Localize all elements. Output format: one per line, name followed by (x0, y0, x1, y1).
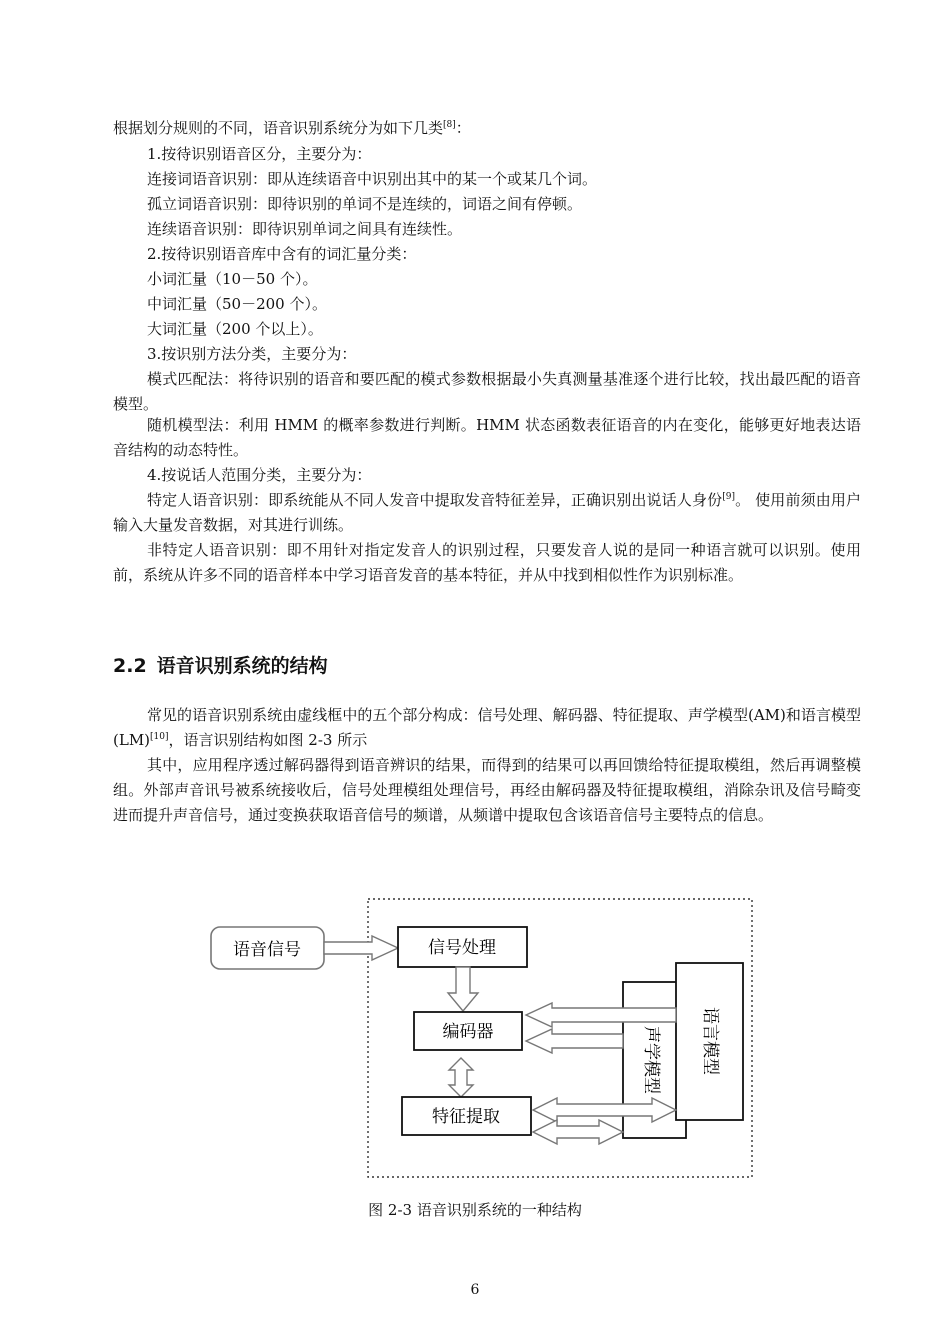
signal-processing-label: 信号处理 (428, 938, 496, 958)
structure-paragraph-2: 其中，应用程序透过解码器得到语音辨识的结果，而得到的结果可以再回馈给特征提取模组，然后再调整模组。外部声音讯号被系统接收后，信号处理模组处理信号，再经由解码器及特征提取模组，消除杂讯及信号畸变进而提升声音信号，通过变换获取语音信号的频谱，从频谱中提取包含该语音信号主要特点的信息。 (113, 756, 861, 824)
category-1-item: 连接词语音识别：即从连续语音中识别出其中的某一个或某几个词。 (147, 170, 598, 188)
category-1-item: 连续语音识别：即待识别单词之间具有连续性。 (147, 220, 463, 238)
bidirectional-arrow (449, 1058, 473, 1097)
section-title: 语音识别系统的结构 (156, 655, 328, 677)
input-arrow (324, 936, 398, 960)
down-arrow (448, 967, 478, 1011)
language-model-label: 语言模型 (700, 1007, 720, 1075)
structure-paragraph-1 (113, 703, 861, 753)
citation-ref: [8] (443, 120, 456, 130)
structure-text-tail: ，语言识别结构如图 2-3 所示 (168, 731, 368, 749)
stochastic-model-paragraph: 随机模型法：利用 HMM 的概率参数进行判断。HMM 状态函数表征语音的内在变化，能够更好地表达语音结构的动态特性。 (113, 416, 861, 459)
category-2-item: 大词汇量（200 个以上）。 (147, 320, 323, 338)
speaker-independent-paragraph: 非特定人语音识别：即不用针对指定发音人的识别过程，只要发音人说的是同一种语言就可以识别。使用前，系统从许多不同的语音样本中学习语音发音的基本特征，并从中找到相似性作为识别标准。 (113, 541, 861, 584)
acoustic-model-label: 声学模型 (641, 1026, 661, 1094)
speaker-dependent-paragraph (113, 488, 861, 538)
citation-ref: [9] (722, 492, 735, 502)
template-matching-paragraph: 模式匹配法：将待识别的语音和要匹配的模式参数根据最小失真测量基准逐个进行比较，找出最匹配的语音模型。 (113, 370, 861, 413)
input-label: 语音信号 (233, 940, 301, 960)
feature-extraction-label: 特征提取 (432, 1107, 500, 1127)
acoustic-model-arrow (526, 1029, 623, 1053)
category-4-heading: 4.按说话人范围分类，主要分为： (147, 466, 372, 484)
category-2-item: 小词汇量（10－50 个）。 (147, 270, 318, 288)
section-number: 2.2 (113, 655, 147, 677)
category-2-item: 中词汇量（50－200 个）。 (147, 295, 327, 313)
figure-caption: 图 2-3 语音识别系统的一种结构 (368, 1201, 582, 1219)
feature-acoustic-arrow (533, 1120, 623, 1144)
system-structure-diagram (200, 895, 760, 1185)
section-heading (113, 651, 328, 678)
category-1-heading: 1.按待识别语音区分，主要分为： (147, 145, 372, 163)
speaker-dependent-tail: 。 使用前须由用户输入大量发音数据，对其进行训练。 (113, 491, 861, 534)
category-2-heading: 2.按待识别语音库中含有的词汇量分类： (147, 245, 417, 263)
intro-paragraph (113, 116, 861, 141)
feature-language-arrow (533, 1098, 676, 1122)
speaker-dependent-text: 特定人语音识别：即系统能从不同人发音中提取发音特征差异，正确识别出说话人身份 (147, 491, 723, 509)
category-3-heading: 3.按识别方法分类，主要分为： (147, 345, 357, 363)
intro-text: 根据划分规则的不同，语音识别系统分为如下几类 (113, 119, 444, 137)
category-1-item: 孤立词语音识别：即待识别的单词不是连续的，词语之间有停顿。 (147, 195, 583, 213)
intro-tail: ： (455, 119, 471, 137)
page-number: 6 (470, 1282, 480, 1298)
decoder-label: 编码器 (442, 1022, 494, 1042)
citation-ref: [10] (150, 732, 169, 742)
structure-text: 常见的语音识别系统由虚线框中的五个部分构成：信号处理、解码器、特征提取、声学模型(AM)和语言模型(LM) (113, 706, 861, 749)
